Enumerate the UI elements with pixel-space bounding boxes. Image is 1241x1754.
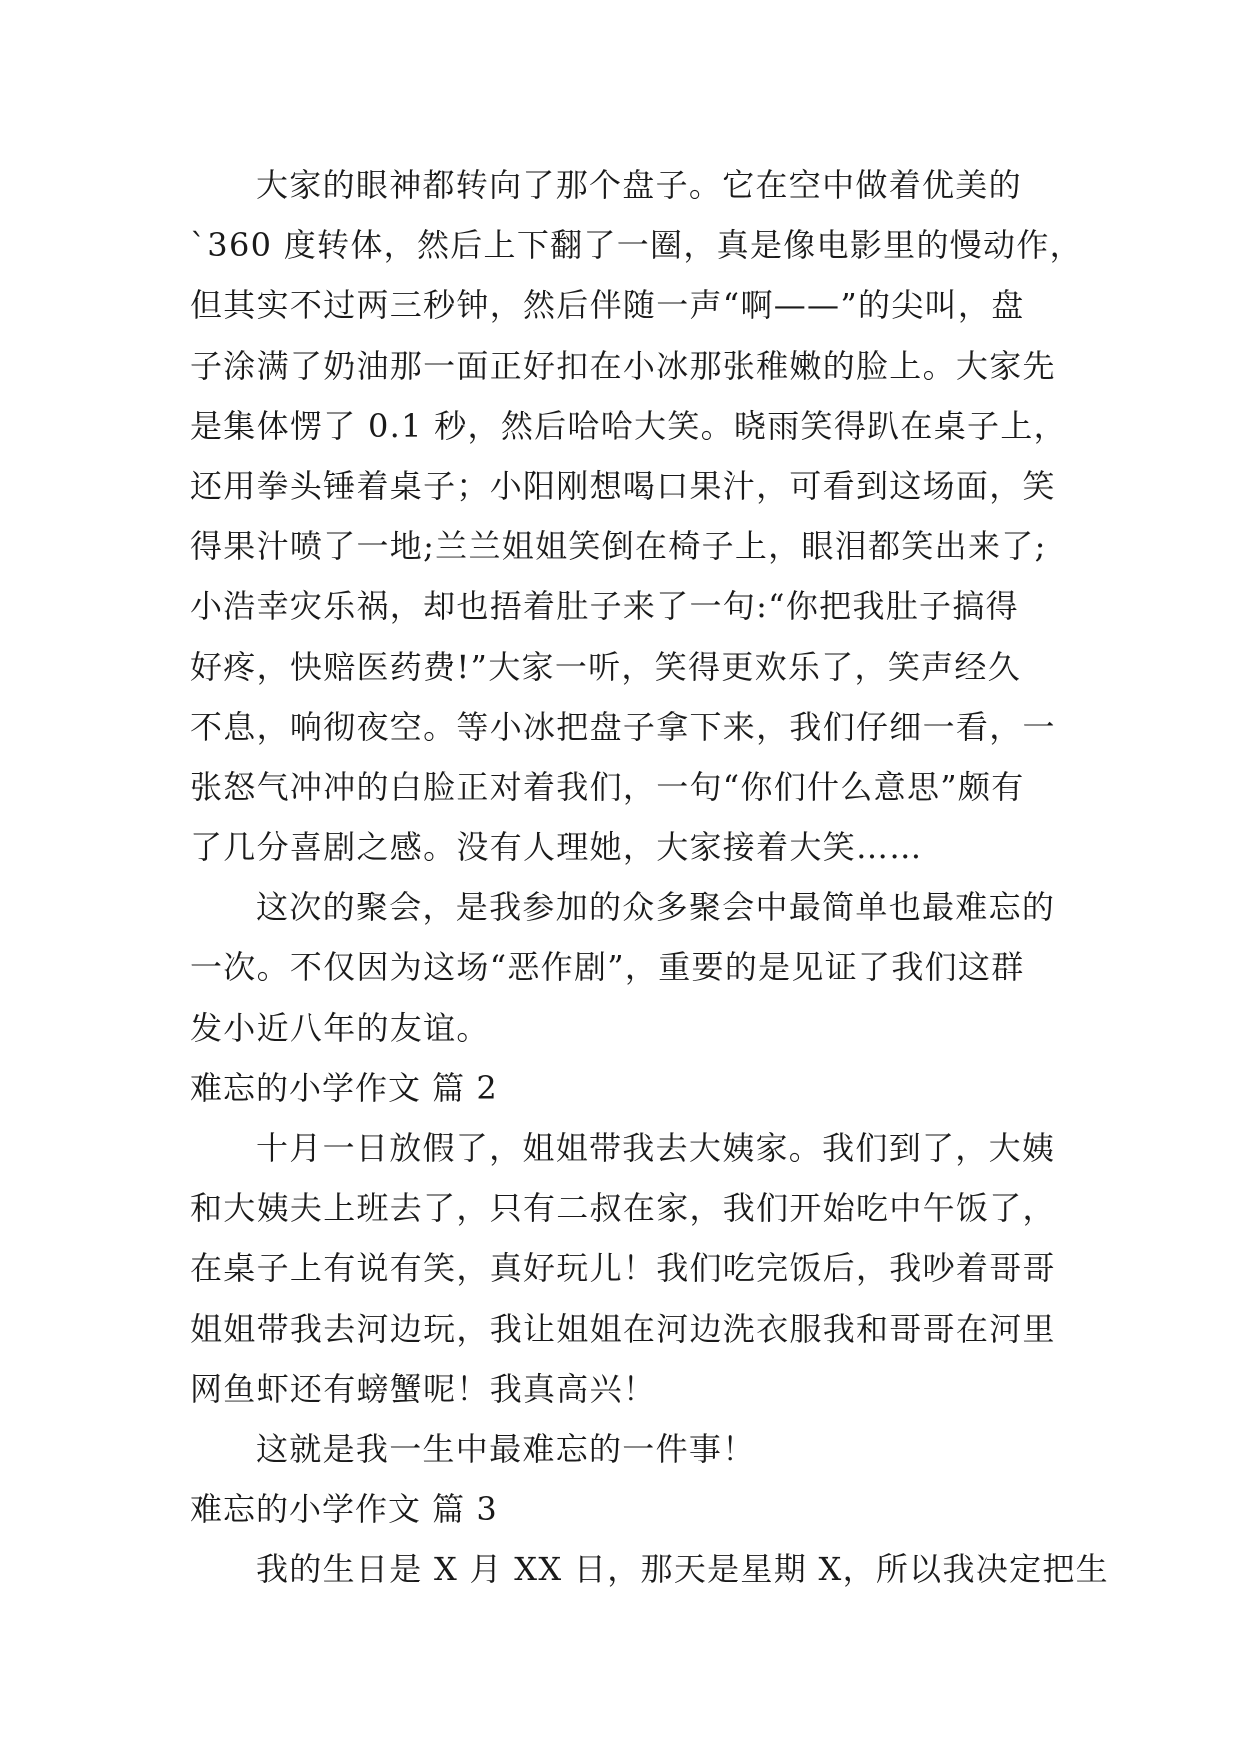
- text-line: 大家的眼神都转向了那个盘子。它在空中做着优美的: [256, 166, 1022, 204]
- text-line: 姐姐带我去河边玩，我让姐姐在河边洗衣服我和哥哥在河里: [190, 1309, 1056, 1348]
- text-line: 好疼，快赔医药费!”大家一听，笑得更欢乐了，笑声经久: [190, 647, 1022, 686]
- text-line: 但其实不过两三秒钟，然后伴随一声“啊——”的尖叫，盘: [190, 286, 1025, 325]
- text-line: 一次。不仅因为这场“恶作剧”，重要的是见证了我们这群: [190, 948, 1025, 987]
- text-line: 是集体愣了 0.1 秒，然后哈哈大笑。晓雨笑得趴在桌子上，: [190, 406, 1067, 445]
- paragraph: [190, 1539, 1109, 1599]
- text-line: 和大姨夫上班去了，只有二叔在家，我们开始吃中午饭了，: [190, 1189, 1056, 1228]
- text-line: 这就是我一生中最难忘的一件事！: [256, 1429, 756, 1468]
- text-line: `360 度转体，然后上下翻了一圈，真是像电影里的慢动作，: [190, 226, 1083, 265]
- text-line: 子涂满了奶油那一面正好扣在小冰那张稚嫩的脸上。大家先: [190, 346, 1056, 385]
- text-line: 得果汁喷了一地;兰兰姐姐笑倒在椅子上，眼泪都笑出来了;: [190, 527, 1047, 566]
- text-line: 发小近八年的友谊。: [190, 1008, 490, 1047]
- text-line: 十月一日放假了，姐姐带我去大姨家。我们到了，大姨: [256, 1129, 1056, 1167]
- text-line: 了几分喜剧之感。没有人理她，大家接着大笑……: [190, 828, 923, 867]
- section-heading: 难忘的小学作文 篇 3: [190, 1490, 498, 1529]
- paragraph: [190, 155, 1083, 877]
- text-line: 我的生日是 X 月 XX 日，那天是星期 X，所以我决定把生: [256, 1550, 1109, 1589]
- text-line: 还用拳头锤着桌子；小阳刚想喝口果汁，可看到这场面，笑: [190, 466, 1056, 505]
- text-line: 这次的聚会，是我参加的众多聚会中最简单也最难忘的: [256, 888, 1056, 927]
- paragraph: [190, 1419, 1060, 1479]
- document-body: [190, 155, 1109, 1600]
- paragraph: [190, 1118, 1060, 1419]
- section-heading: 难忘的小学作文 篇 2: [190, 1068, 498, 1107]
- text-line: 网鱼虾还有螃蟹呢！我真高兴！: [190, 1369, 657, 1408]
- text-line: 小浩幸灾乐祸，却也捂着肚子来了一句:“你把我肚子搞得: [190, 587, 1019, 626]
- text-line: 不息，响彻夜空。等小冰把盘子拿下来，我们仔细一看，一: [190, 707, 1056, 746]
- paragraph: [190, 877, 1060, 1058]
- text-line: 张怒气冲冲的白脸正对着我们，一句“你们什么意思”颇有: [190, 767, 1025, 806]
- text-line: 在桌子上有说有笑，真好玩儿！我们吃完饭后，我吵着哥哥: [190, 1249, 1056, 1288]
